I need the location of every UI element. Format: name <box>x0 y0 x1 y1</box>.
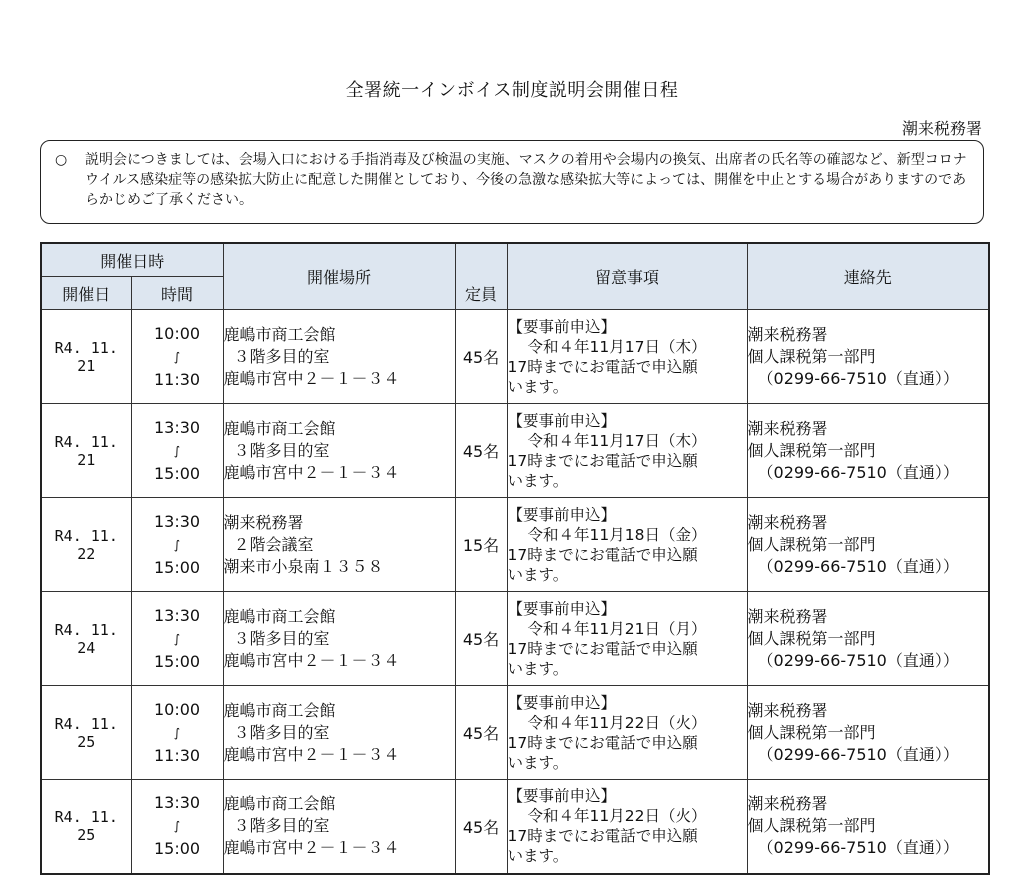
venue-line: 鹿嶋市宮中２－１－３４ <box>223 744 400 764</box>
contact-line: 個人課税第一部門 <box>747 440 876 460</box>
notes-cell <box>507 780 747 874</box>
contact-line: 潮来税務署 <box>747 512 828 532</box>
notes-line: います。 <box>507 659 569 678</box>
notes-line: います。 <box>507 847 569 866</box>
venue-cell <box>223 686 455 780</box>
time-cell <box>131 404 223 498</box>
venue-line: 潮来市小泉南１３５８ <box>223 556 384 576</box>
venue-line: 鹿嶋市商工会館 <box>223 700 336 720</box>
venue-line: ３階多目的室 <box>233 816 330 836</box>
venue-cell <box>223 592 455 686</box>
notes-line: 令和４年11月22日（火） <box>527 807 707 826</box>
notes-line: 【要事前申込】 <box>507 787 617 806</box>
time-start: 10:00 <box>153 323 201 343</box>
time-cell <box>131 686 223 780</box>
venue-line: 鹿嶋市宮中２－１－３４ <box>223 650 400 670</box>
time-end: 11:30 <box>153 745 201 765</box>
notes-line: 17時までにお電話で申込願 <box>507 733 698 752</box>
time-start: 13:30 <box>153 417 201 437</box>
contact-cell <box>747 404 989 498</box>
contact-line: （0299-66-7510（直通）） <box>757 744 959 764</box>
contact-line: （0299-66-7510（直通）） <box>757 650 959 670</box>
capacity-cell: 15名 <box>455 498 507 592</box>
time-range-separator: ∫ <box>173 819 181 834</box>
capacity-cell: 45名 <box>455 404 507 498</box>
notes-cell <box>507 498 747 592</box>
table-row <box>41 498 989 592</box>
contact-cell <box>747 310 989 404</box>
time-cell <box>131 310 223 404</box>
time-end: 15:00 <box>153 839 201 859</box>
notes-line: います。 <box>507 471 569 490</box>
notes-line: 【要事前申込】 <box>507 505 617 524</box>
notice-text: 説明会につきましては、会場入口における手指消毒及び検温の実施、マスクの着用や会場内の換気、出席者の氏名等の確認など、新型コロナウイルス感染症等の感染拡大防止に配意した開催としており、今後の急激な感染拡大等によっては、開催を中止とする場合がありますのであらかじめご了承ください。 <box>85 152 967 208</box>
contact-line: 潮来税務署 <box>747 324 828 344</box>
date-cell: R4. 11. 25 <box>41 780 131 874</box>
notes-line: 令和４年11月22日（火） <box>527 713 707 732</box>
time-start: 13:30 <box>153 511 201 531</box>
contact-cell <box>747 498 989 592</box>
capacity-cell: 45名 <box>455 592 507 686</box>
header-contact: 連絡先 <box>747 243 989 310</box>
contact-line: 潮来税務署 <box>747 418 828 438</box>
notes-line: 17時までにお電話で申込願 <box>507 451 698 470</box>
header-venue <box>223 243 455 310</box>
contact-line: 個人課税第一部門 <box>747 346 876 366</box>
time-end: 15:00 <box>153 557 201 577</box>
contact-cell <box>747 780 989 874</box>
venue-line: ３階多目的室 <box>233 440 330 460</box>
time-range-separator: ∫ <box>173 631 181 646</box>
table-row <box>41 310 989 404</box>
notes-line: 令和４年11月17日（木） <box>527 337 707 356</box>
notes-line: います。 <box>507 753 569 772</box>
contact-cell <box>747 592 989 686</box>
venue-cell <box>223 780 455 874</box>
contact-line: 個人課税第一部門 <box>747 628 876 648</box>
date-cell: R4. 11. 25 <box>41 686 131 780</box>
notes-line: 【要事前申込】 <box>507 317 617 336</box>
contact-line: （0299-66-7510（直通）） <box>757 368 959 388</box>
date-cell: R4. 11. 22 <box>41 498 131 592</box>
venue-line: 鹿嶋市宮中２－１－３４ <box>223 838 400 858</box>
venue-line: 鹿嶋市宮中２－１－３４ <box>223 462 400 482</box>
venue-cell <box>223 498 455 592</box>
notes-line: 17時までにお電話で申込願 <box>507 639 698 658</box>
capacity-cell: 45名 <box>455 686 507 780</box>
venue-line: ３階多目的室 <box>233 628 330 648</box>
venue-line: ３階多目的室 <box>233 346 330 366</box>
venue-line: ２階会議室 <box>233 534 314 554</box>
table-row <box>41 592 989 686</box>
header-venue-label: 開催場所 <box>307 268 372 287</box>
notice-box <box>40 140 984 224</box>
table-row <box>41 686 989 780</box>
notes-line: います。 <box>507 377 569 396</box>
notes-line: 令和４年11月21日（月） <box>527 619 707 638</box>
contact-line: （0299-66-7510（直通）） <box>757 462 959 482</box>
venue-cell <box>223 310 455 404</box>
header-notes: 留意事項 <box>507 243 747 310</box>
notes-line: 17時までにお電話で申込願 <box>507 357 698 376</box>
contact-line: （0299-66-7510（直通）） <box>757 556 959 576</box>
venue-line: 鹿嶋市商工会館 <box>223 418 336 438</box>
header-capacity-label: 定員 <box>465 285 498 304</box>
time-start: 10:00 <box>153 699 201 719</box>
time-cell <box>131 592 223 686</box>
contact-line: 個人課税第一部門 <box>747 722 876 742</box>
time-start: 13:30 <box>153 605 201 625</box>
time-range-separator: ∫ <box>173 537 181 552</box>
time-end: 15:00 <box>153 463 201 483</box>
date-cell: R4. 11. 21 <box>41 310 131 404</box>
notes-cell <box>507 686 747 780</box>
contact-line: 潮来税務署 <box>747 794 828 814</box>
header-datetime: 開催日時 <box>41 243 223 277</box>
time-start: 13:30 <box>153 793 201 813</box>
capacity-cell: 45名 <box>455 780 507 874</box>
header-date: 開催日 <box>41 277 131 310</box>
contact-line: （0299-66-7510（直通）） <box>757 838 959 858</box>
contact-line: 個人課税第一部門 <box>747 534 876 554</box>
header-time: 時間 <box>131 277 223 310</box>
contact-line: 潮来税務署 <box>747 606 828 626</box>
venue-line: 鹿嶋市宮中２－１－３４ <box>223 368 400 388</box>
header-capacity <box>455 243 507 310</box>
notes-line: 【要事前申込】 <box>507 599 617 618</box>
venue-line: ３階多目的室 <box>233 722 330 742</box>
date-cell: R4. 11. 24 <box>41 592 131 686</box>
venue-cell <box>223 404 455 498</box>
contact-line: 個人課税第一部門 <box>747 816 876 836</box>
notes-line: 【要事前申込】 <box>507 411 617 430</box>
notes-cell <box>507 592 747 686</box>
notes-line: 17時までにお電話で申込願 <box>507 827 698 846</box>
time-end: 15:00 <box>153 651 201 671</box>
date-cell: R4. 11. 21 <box>41 404 131 498</box>
notes-line: 令和４年11月18日（金） <box>527 525 707 544</box>
contact-line: 潮来税務署 <box>747 700 828 720</box>
page-title: 全署統一インボイス制度説明会開催日程 <box>345 80 679 101</box>
venue-line: 鹿嶋市商工会館 <box>223 794 336 814</box>
notes-line: います。 <box>507 565 569 584</box>
schedule-table <box>40 242 990 875</box>
time-range-separator: ∫ <box>173 443 181 458</box>
contact-cell <box>747 686 989 780</box>
notes-cell <box>507 310 747 404</box>
time-cell <box>131 780 223 874</box>
capacity-cell: 45名 <box>455 310 507 404</box>
notes-line: 【要事前申込】 <box>507 693 617 712</box>
office-name: 潮来税務署 <box>901 119 982 138</box>
time-range-separator: ∫ <box>173 349 181 364</box>
notes-cell <box>507 404 747 498</box>
venue-line: 鹿嶋市商工会館 <box>223 606 336 626</box>
notes-line: 17時までにお電話で申込願 <box>507 545 698 564</box>
time-end: 11:30 <box>153 369 201 389</box>
notes-line: 令和４年11月17日（木） <box>527 431 707 450</box>
notice-bullet: ○ <box>55 152 68 168</box>
time-range-separator: ∫ <box>173 725 181 740</box>
venue-line: 鹿嶋市商工会館 <box>223 324 336 344</box>
time-cell <box>131 498 223 592</box>
table-row <box>41 404 989 498</box>
table-row <box>41 780 989 874</box>
venue-line: 潮来税務署 <box>223 512 304 532</box>
